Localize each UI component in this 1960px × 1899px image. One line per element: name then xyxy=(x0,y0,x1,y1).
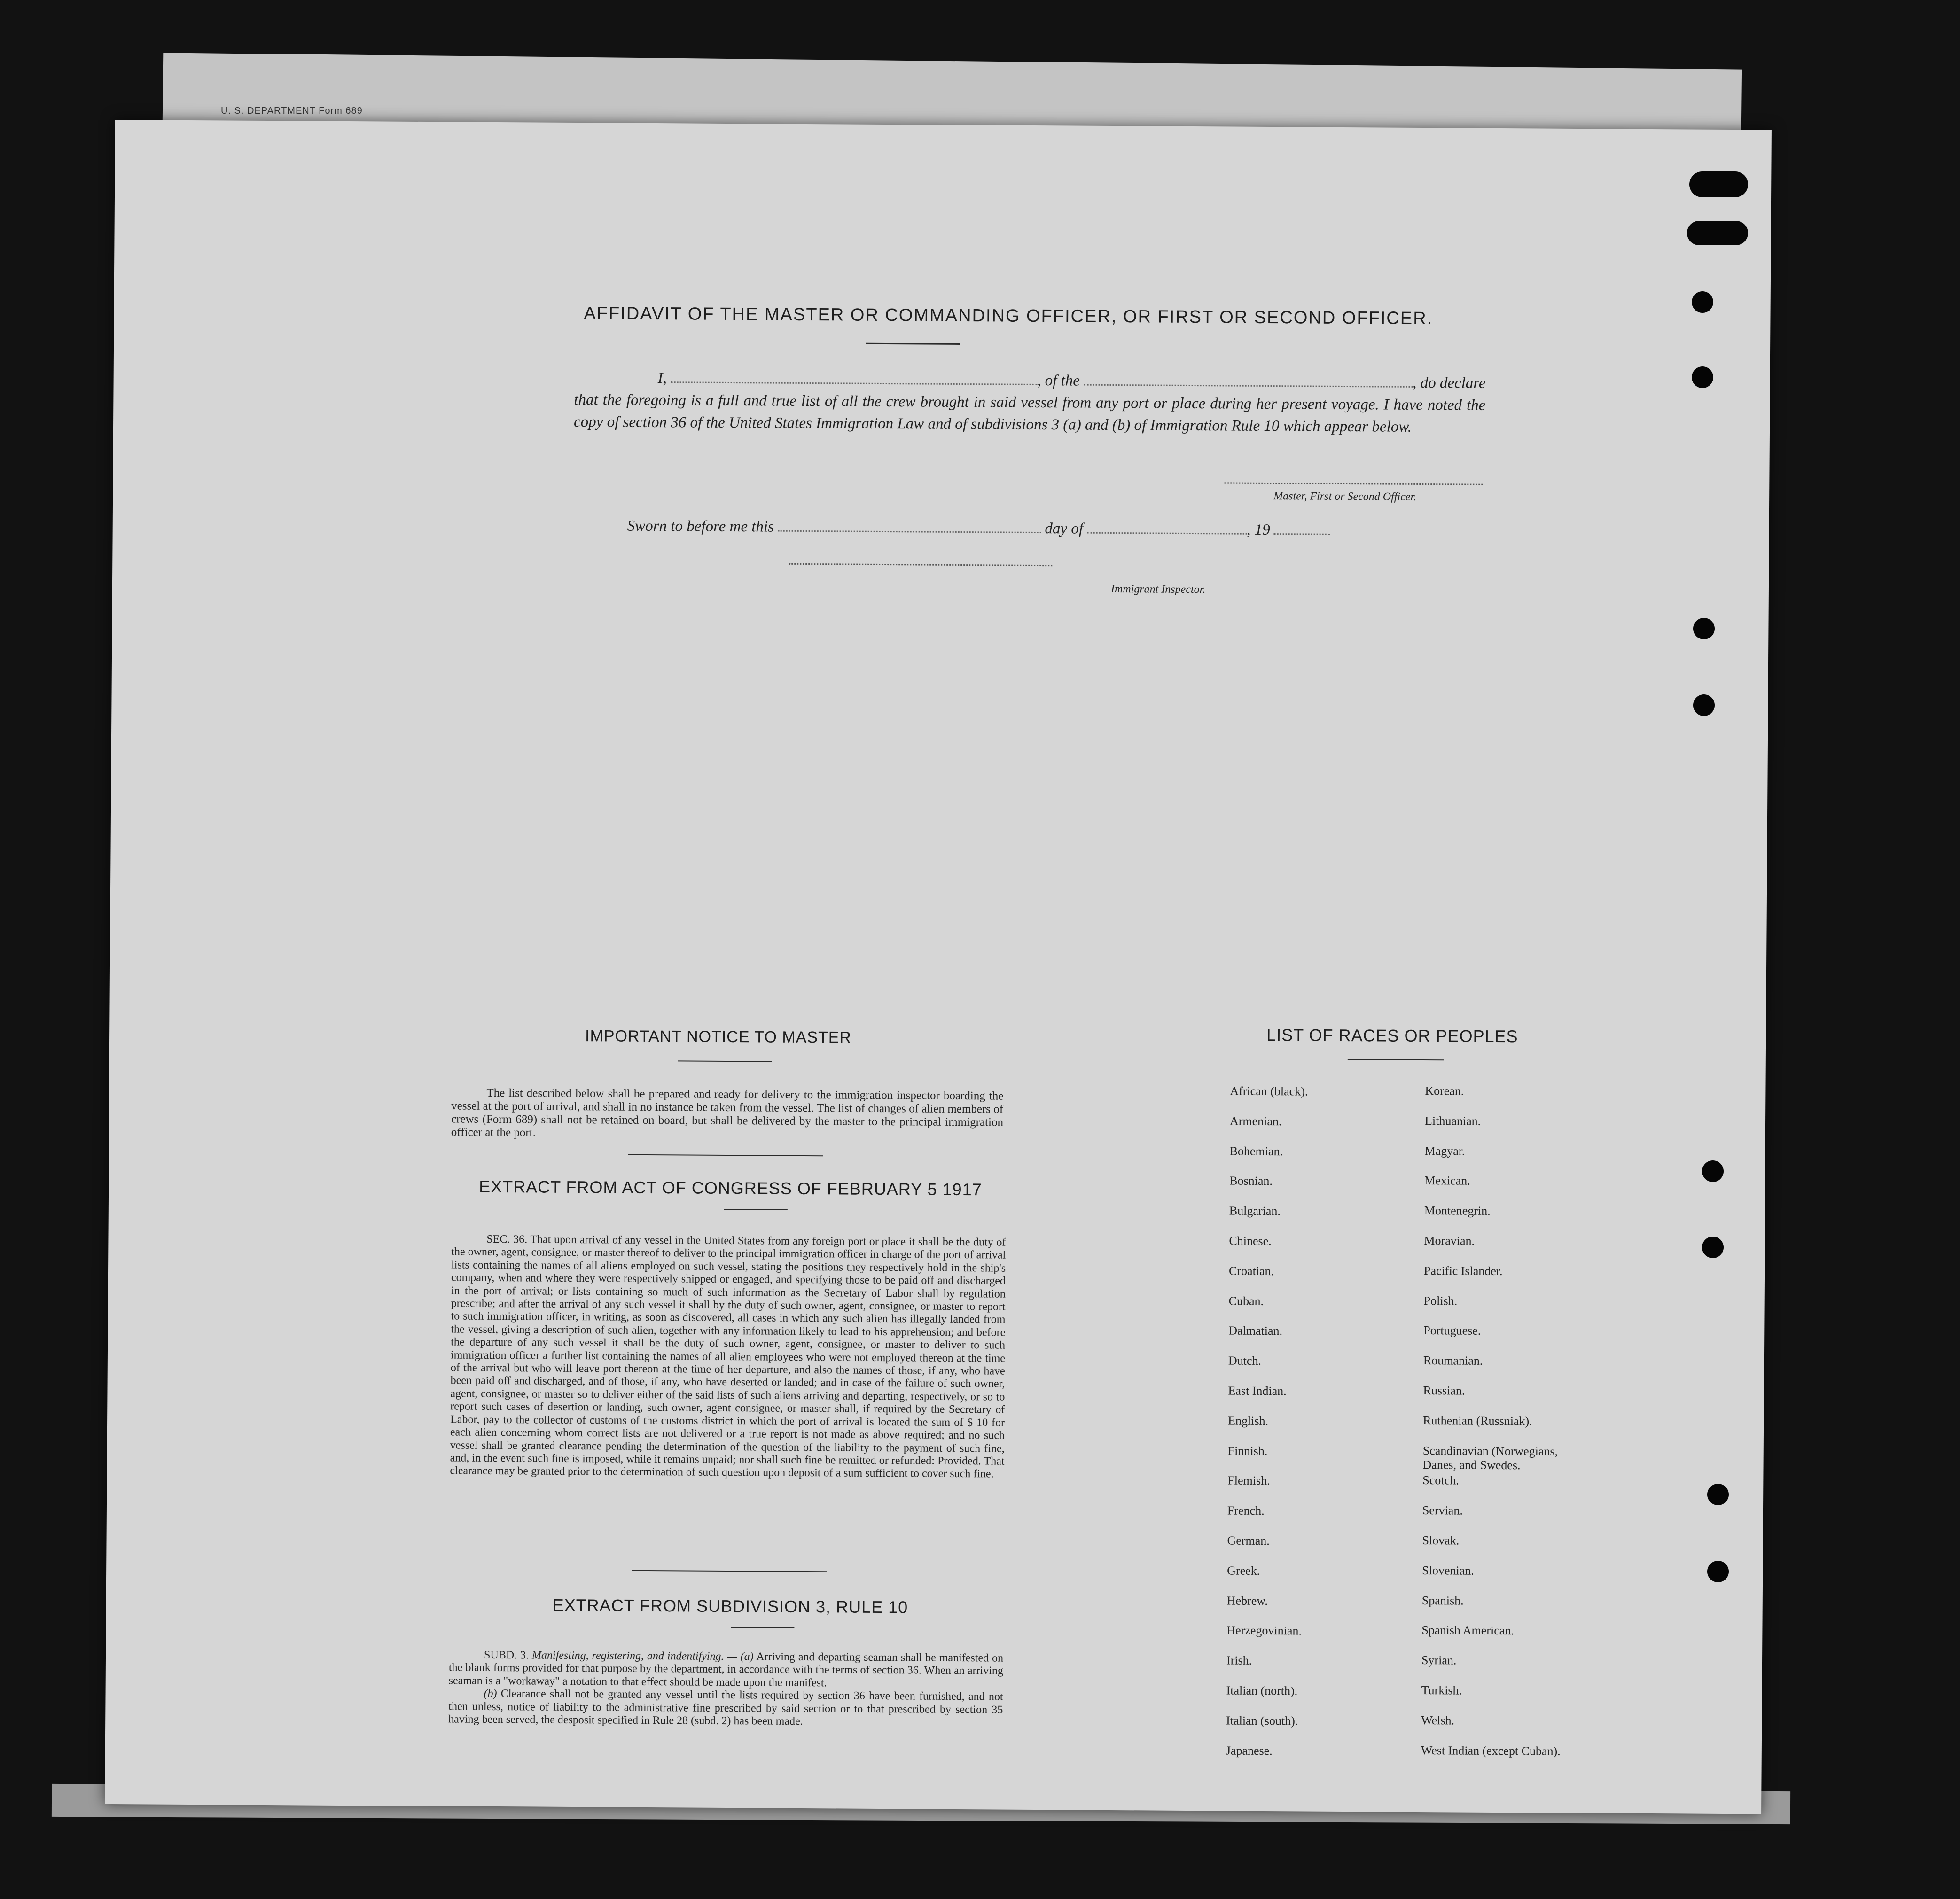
punch-hole xyxy=(1692,291,1713,313)
subd-heading: Manifesting, registering, and indentifying. — (a) xyxy=(531,1649,754,1663)
punch-hole xyxy=(1692,366,1713,388)
declaration-of-the: , of the xyxy=(1037,372,1080,389)
subdivision-divider xyxy=(731,1627,794,1628)
master-signature-caption: Master, First or Second Officer. xyxy=(1273,490,1417,503)
declaration-suffix: , do declare xyxy=(1413,374,1486,392)
race-item: Herzegovinian. xyxy=(1226,1623,1302,1638)
race-item: French. xyxy=(1227,1503,1265,1518)
races-divider xyxy=(1348,1059,1444,1060)
sworn-year: , 19 xyxy=(1247,521,1270,539)
binder-tab-second xyxy=(1687,221,1748,245)
notice-paragraph: The list described below shall be prepared and ready for delivery to the immigration inspector boarding the vessel at the port of arrival, and shall in no instance be taken from the vessel. The list of changes of alien members of crews (Form 689) shall not be retained on board, but shall be delivered by the master to the principal immigration officer at the port. xyxy=(451,1086,1004,1139)
race-item: Ruthenian (Russniak). xyxy=(1423,1413,1532,1428)
race-item: Irish. xyxy=(1226,1653,1252,1667)
declaration-prefix: I, xyxy=(657,370,667,387)
punch-hole xyxy=(1707,1561,1729,1582)
race-item: East Indian. xyxy=(1228,1384,1287,1398)
race-item: Lithuanian. xyxy=(1424,1113,1481,1128)
section-divider-2 xyxy=(632,1570,827,1572)
subdivision-paragraph-b xyxy=(448,1688,1003,1729)
vessel-blank[interactable] xyxy=(1084,372,1413,388)
section-divider xyxy=(628,1154,823,1157)
race-item: Korean. xyxy=(1425,1084,1464,1098)
sworn-date-blank[interactable] xyxy=(778,519,1041,533)
punch-hole xyxy=(1702,1160,1724,1182)
subdivision-paragraph-a xyxy=(449,1649,1003,1690)
punch-hole xyxy=(1693,618,1715,639)
races-right-column xyxy=(1421,1084,1623,1774)
race-item: Italian (south). xyxy=(1226,1713,1298,1728)
race-item: Slovenian. xyxy=(1422,1563,1474,1578)
punch-hole xyxy=(1693,694,1715,716)
race-item: Syrian. xyxy=(1421,1653,1457,1667)
race-item: Portuguese. xyxy=(1423,1323,1481,1338)
race-item: Greek. xyxy=(1227,1564,1260,1578)
declaration-body: that the foregoing is a full and true list of all the crew brought in said vessel from any port or place during her present voyage. I have noted the copy of section 36 of the United States Immigration Law and of subdivisions 3 (a) and (b) of Immigration Rule 10 which appear below. xyxy=(573,391,1486,436)
punch-hole xyxy=(1702,1237,1724,1258)
subdivision-title: EXTRACT FROM SUBDIVISION 3, RULE 10 xyxy=(552,1595,908,1617)
sworn-month-blank[interactable] xyxy=(1087,521,1247,535)
race-item: Bulgarian. xyxy=(1229,1204,1281,1218)
subd-b-lead: (b) xyxy=(484,1688,497,1700)
race-item: Croatian. xyxy=(1228,1264,1274,1278)
race-item: Bohemian. xyxy=(1229,1144,1283,1158)
race-item: Hebrew. xyxy=(1226,1594,1268,1608)
race-item: Flemish. xyxy=(1227,1473,1270,1488)
race-item: West Indian (except Cuban). xyxy=(1421,1743,1561,1758)
race-item: Welsh. xyxy=(1421,1713,1455,1728)
act-paragraph: SEC. 36. That upon arrival of any vessel in the United States from any foreign port or place it shall be the duty of the owner, agent, consignee, or master thereof to deliver to the principal immigration officer in charge of the port of arrival lists containing the names of all aliens employed on such vessel, stating the positions they respectively hold in the ship's company, when and where they were respectively shipped or engaged, and specifying those to be paid off and discharged in the port of arrival; or lists containing so much of such information as the Secretary of Labor shall by regulation prescribe; and after the arrival of any such vessel it shall by the duty of such owner, agent, consignee, or master to report to such immigration officer, in writing, as soon as discovered, all cases in which any such alien has illegally landed from the vessel, giving a description of such alien, together with any information likely to lead to his apprehension; and before the departure of any such vessel it shall be the duty of such owner, agent, consignee, or master to deliver to such immigration officer a further list containing the names of all alien employees who were not employed thereon at the time of the arrival but who will leave port thereon at the time of her departure, and also the names of those, if any, who have been paid off and discharged, and of those, if any, who have deserted or landed; and in case of the failure of such owner, agent, consignee, or master so to deliver either of the said lists of such aliens arriving and departing, respectively, or so to report such cases of desertion or landing, such owner, agent consignee, or master shall, if required by the Secretary of Labor, pay to the collector of customs of the customs district in which the port of arrival is located the sum of $ 10 for each alien concerning whom correct lists are not delivered or a true report is not made as above required; and no such vessel shall be granted clearance pending the determination of the question of the liability to the payment of such fine, and, in the event such fine is imposed, while it remains unpaid; nor shall such fine be remitted or refunded: Provided. That clearance may be granted prior to the determination of such question upon deposit of a sum sufficient to cover such fine. xyxy=(450,1233,1006,1480)
document-sheet xyxy=(105,120,1772,1814)
binder-tab-top xyxy=(1689,171,1748,197)
race-item: Spanish. xyxy=(1421,1593,1464,1608)
race-item: Cuban. xyxy=(1228,1294,1264,1308)
title-divider xyxy=(866,343,960,345)
race-item: Bosnian. xyxy=(1229,1174,1273,1188)
act-text xyxy=(450,1233,1006,1481)
notice-title: IMPORTANT NOTICE TO MASTER xyxy=(585,1027,852,1047)
race-item: Polish. xyxy=(1423,1293,1458,1308)
race-item: Italian (north). xyxy=(1226,1683,1298,1698)
affidavit-title: AFFIDAVIT OF THE MASTER OR COMMANDING OFFICER, OR FIRST OR SECOND OFFICER. xyxy=(584,304,1433,329)
races-left-column xyxy=(1226,1084,1409,1775)
inspector-signature-line[interactable] xyxy=(789,563,1052,566)
inspector-signature-caption: Immigrant Inspector. xyxy=(1110,583,1206,596)
race-item: Russian. xyxy=(1423,1384,1465,1398)
race-item: Servian. xyxy=(1422,1503,1463,1518)
subd-b-text: Clearance shall not be granted any vessel until the lists required by section 36 have been furnished, and not then unless, notice of liability to the administrative fine prescribed by said section or to that prescribed by section 35 having been served, the desposit specified in Rule 28 (subd. 2) has been made. xyxy=(448,1688,1003,1728)
notice-divider xyxy=(678,1060,772,1062)
race-item: Chinese. xyxy=(1229,1234,1272,1248)
punch-hole xyxy=(1707,1484,1729,1505)
race-item: Mexican. xyxy=(1424,1174,1470,1188)
race-item: African (black). xyxy=(1230,1084,1308,1098)
race-item: Slovak. xyxy=(1422,1533,1460,1548)
act-divider xyxy=(724,1209,788,1210)
notice-text xyxy=(451,1086,1004,1142)
race-item: Scotch. xyxy=(1422,1473,1459,1487)
subdivision-text xyxy=(448,1649,1003,1729)
race-item: Scandinavian (Norwegians, Danes, and Swedes. xyxy=(1422,1443,1558,1472)
race-item: Spanish American. xyxy=(1421,1623,1514,1638)
sworn-day-of: day of xyxy=(1045,520,1084,537)
sworn-statement xyxy=(627,518,1331,539)
race-item: Roumanian. xyxy=(1423,1354,1483,1368)
race-item: Dalmatian. xyxy=(1228,1323,1283,1338)
race-item: Dutch. xyxy=(1228,1354,1262,1368)
subd-lead: SUBD. 3. xyxy=(484,1649,529,1662)
race-item: Japanese. xyxy=(1226,1743,1273,1758)
race-item: Pacific Islander. xyxy=(1424,1263,1503,1278)
race-item: Armenian. xyxy=(1229,1114,1282,1129)
subd-a-text: Arriving and departing seaman shall be manifested on the blank forms provided for that purpose by the department, in accordance with the terms of section 36. When an arriving seaman is a "workaway" a notation to that effect should be made upon the manifest. xyxy=(448,1650,1004,1689)
races-title: LIST OF RACES OR PEOPLES xyxy=(1266,1025,1518,1046)
race-item: Finnish. xyxy=(1227,1444,1268,1458)
race-item: English. xyxy=(1228,1414,1269,1428)
master-signature-line[interactable] xyxy=(1224,482,1483,485)
race-item: Moravian. xyxy=(1424,1234,1475,1248)
act-title: EXTRACT FROM ACT OF CONGRESS OF FEBRUARY 5 1917 xyxy=(479,1176,982,1199)
race-item: Turkish. xyxy=(1421,1683,1462,1697)
affidavit-declaration xyxy=(574,367,1486,439)
sworn-year-blank[interactable] xyxy=(1274,522,1330,535)
name-blank[interactable] xyxy=(671,369,1037,385)
sworn-prefix: Sworn to before me this xyxy=(627,517,774,536)
race-item: German. xyxy=(1227,1533,1270,1548)
back-sheet-form-label: U. S. DEPARTMENT Form 689 xyxy=(221,106,363,116)
race-item: Montenegrin. xyxy=(1424,1204,1491,1218)
race-item: Magyar. xyxy=(1424,1144,1465,1158)
